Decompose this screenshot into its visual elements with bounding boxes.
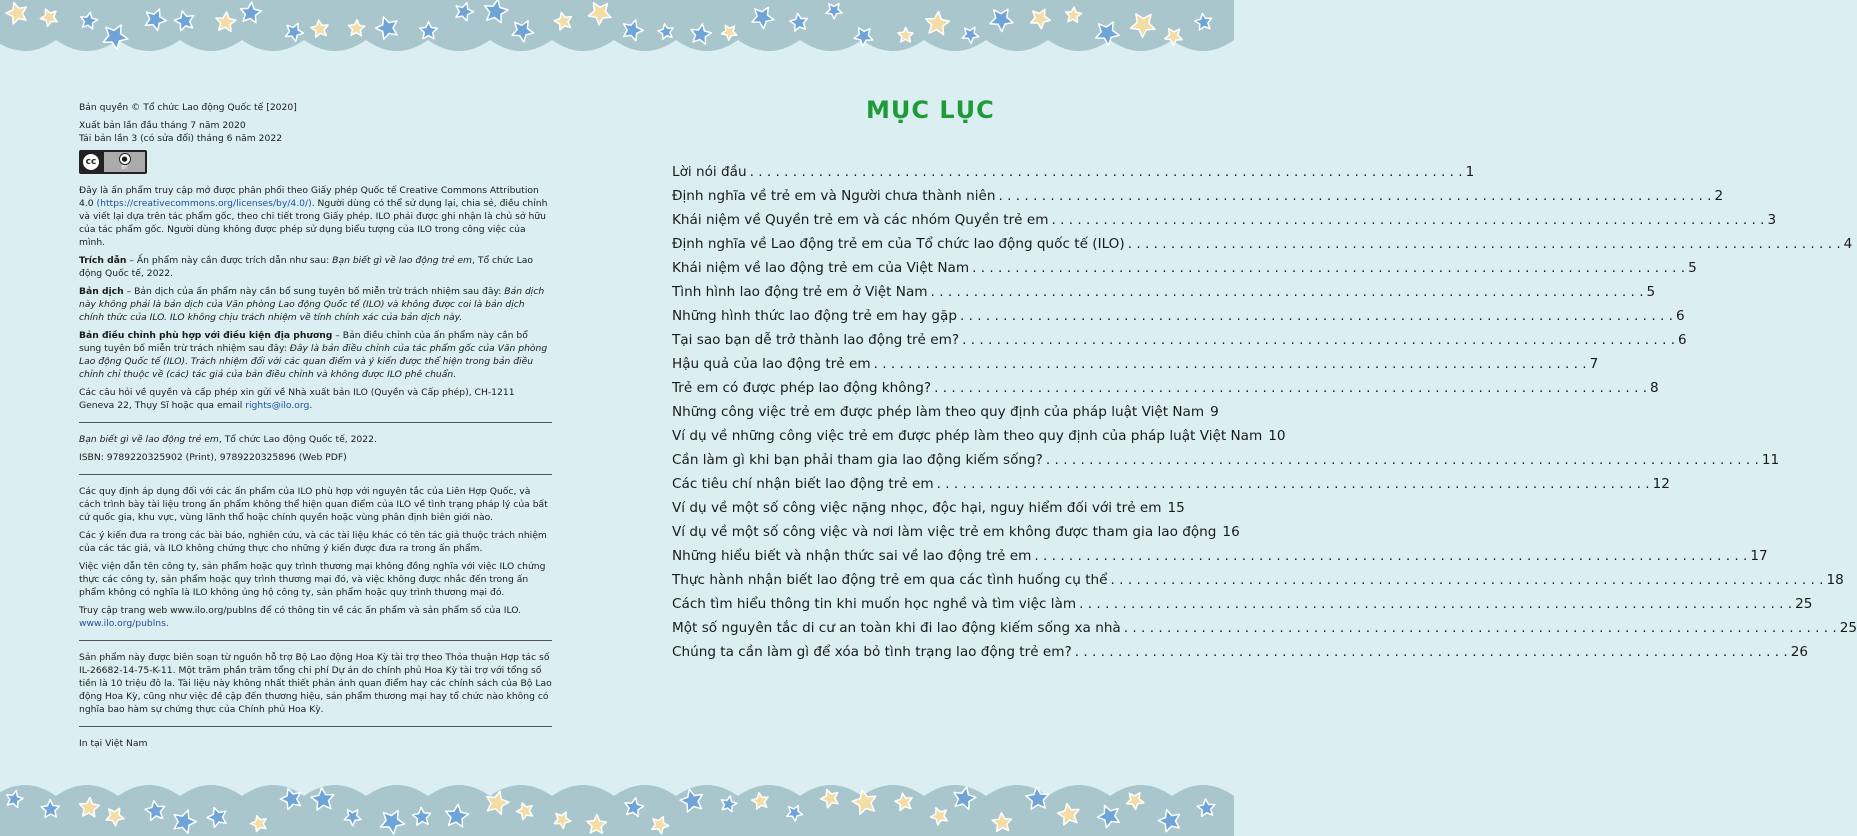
toc-entry-label: Những hình thức lao động trẻ em hay gặp bbox=[672, 308, 957, 324]
cc-icon: cc bbox=[81, 152, 101, 172]
toc-entry-page: 11 bbox=[1761, 452, 1780, 468]
by-icon: ● BY bbox=[104, 152, 145, 172]
toc-entry[interactable] bbox=[672, 620, 1857, 644]
toc-entry[interactable] bbox=[672, 596, 1813, 620]
toc-entry[interactable] bbox=[672, 644, 1809, 668]
toc-entry-label: Cần làm gì khi bạn phải tham gia lao động kiếm sống? bbox=[672, 452, 1043, 468]
toc-entry[interactable] bbox=[672, 164, 1475, 188]
toc-leader-dots bbox=[931, 284, 1644, 300]
rights-paragraph: Các câu hỏi về quyền và cấp phép xin gửi về Nhà xuất bản ILO (Quyền và Cấp phép), CH-1211 Geneva 22, Thụy Sĩ hoặc qua email rights@ilo.org. bbox=[79, 387, 515, 411]
toc-entry-label: Các tiêu chí nhận biết lao động trẻ em bbox=[672, 476, 934, 492]
toc-leader-dots bbox=[999, 188, 1712, 204]
toc-leader-dots bbox=[1046, 452, 1759, 468]
adaptation-paragraph: Bản điều chỉnh phù hợp với điều kiện địa phương – Bản điều chỉnh của ấn phẩm này cần bổ sung tuyên bố miễn trừ trách nhiệm sau đây: Đây là bản điều chỉnh của tác phẩm gốc của Văn phòng Lao động Quốc tế (ILO). Trách nhiệm đối với các quan điểm và ý kiến được thể hiện trong bản điều chỉnh chỉ thuộc về (các) tác giả của bản điều chỉnh và không được ILO phê chuẩn. bbox=[79, 330, 548, 380]
divider bbox=[79, 474, 552, 475]
toc-entry-page: 1 bbox=[1465, 164, 1475, 180]
toc-entry[interactable] bbox=[672, 524, 1240, 548]
toc-leader-dots bbox=[1124, 620, 1837, 636]
toc-entry-label: Hậu quả của lao động trẻ em bbox=[672, 356, 871, 372]
toc-leader-dots bbox=[1079, 596, 1792, 612]
toc-entry-page: 12 bbox=[1652, 476, 1670, 492]
person-icon: ● bbox=[119, 153, 131, 165]
book-citation: Bạn biết gì về lao động trẻ em, Tổ chức Lao động Quốc tế, 2022. bbox=[79, 434, 377, 445]
toc-leader-dots bbox=[1034, 548, 1747, 564]
publns-link[interactable]: www.ilo.org/publns. bbox=[79, 618, 169, 629]
toc-entry-page: 7 bbox=[1589, 356, 1599, 372]
toc-entry[interactable] bbox=[672, 188, 1724, 212]
toc-entry-label: Trẻ em có được phép lao động không? bbox=[672, 380, 932, 396]
toc-entry-page: 4 bbox=[1843, 236, 1853, 252]
left-page bbox=[0, 0, 620, 836]
toc-title: MỤC LỤC bbox=[866, 96, 995, 124]
toc-entry-page: 26 bbox=[1790, 644, 1809, 660]
toc-entry-label: Cách tìm hiểu thông tin khi muốn học nghề và tìm việc làm bbox=[672, 596, 1077, 612]
toc-entry-page: 6 bbox=[1675, 308, 1685, 324]
toc-leader-dots bbox=[934, 380, 1647, 396]
copyright-line: Bản quyền © Tổ chức Lao động Quốc tế [2020] bbox=[79, 102, 297, 113]
toc-leader-dots bbox=[937, 476, 1650, 492]
toc-leader-dots bbox=[1051, 212, 1764, 228]
toc-entry-label: Ví dụ về một số công việc nặng nhọc, độc hại, nguy hiểm đối với trẻ em bbox=[672, 500, 1162, 516]
toc-entry[interactable] bbox=[672, 212, 1777, 236]
toc-leader-dots bbox=[960, 308, 1673, 324]
toc-entry-page: 2 bbox=[1714, 188, 1724, 204]
toc-entry-label: Chúng ta cần làm gì để xóa bỏ tình trạng lao động trẻ em? bbox=[672, 644, 1072, 660]
isbn: ISBN: 9789220325902 (Print), 9789220325896 (Web PDF) bbox=[79, 452, 347, 463]
toc-entry[interactable] bbox=[672, 572, 1844, 596]
toc-entry[interactable] bbox=[672, 404, 1219, 428]
toc-entry-label: Định nghĩa về trẻ em và Người chưa thành niên bbox=[672, 188, 996, 204]
toc-entry-label: Những công việc trẻ em được phép làm theo quy định của pháp luật Việt Nam bbox=[672, 404, 1205, 420]
printed-in: In tại Việt Nam bbox=[79, 738, 148, 749]
toc-entry-page: 6 bbox=[1678, 332, 1687, 348]
toc-entry-label: Một số nguyên tắc di cư an toàn khi đi lao động kiếm sống xa nhà bbox=[672, 620, 1121, 636]
table-of-contents bbox=[672, 164, 1857, 668]
toc-entry[interactable] bbox=[672, 428, 1286, 452]
toc-leader-dots bbox=[962, 332, 1675, 348]
citation-paragraph: Trích dẫn – Ấn phẩm này cần được trích dẫn như sau: Bạn biết gì về lao động trẻ em, Tổ chức Lao động Quốc tế, 2022. bbox=[79, 255, 534, 279]
toc-leader-dots bbox=[1128, 236, 1841, 252]
toc-entry-page: 5 bbox=[1646, 284, 1656, 300]
third-edition: Tái bản lần 3 (có sửa đổi) tháng 6 năm 2022 bbox=[79, 133, 283, 144]
toc-entry-label: Những hiểu biết và nhận thức sai về lao động trẻ em bbox=[672, 548, 1032, 564]
toc-entry-label: Ví dụ về những công việc trẻ em được phép làm theo quy định của pháp luật Việt Nam bbox=[672, 428, 1263, 444]
toc-entry-label: Lời nói đầu bbox=[672, 164, 747, 180]
toc-entry-label: Tình hình lao động trẻ em ở Việt Nam bbox=[672, 284, 928, 300]
toc-entry[interactable] bbox=[672, 332, 1687, 356]
toc-entry-label: Ví dụ về một số công việc và nơi làm việc trẻ em không được tham gia lao động bbox=[672, 524, 1217, 540]
toc-entry[interactable] bbox=[672, 236, 1853, 260]
first-edition: Xuất bản lần đầu tháng 7 năm 2020 bbox=[79, 120, 246, 131]
toc-entry-page: 5 bbox=[1688, 260, 1697, 276]
cc-by-license-icon[interactable] bbox=[79, 150, 147, 174]
toc-entry-page: 18 bbox=[1826, 572, 1844, 588]
toc-leader-dots bbox=[1111, 572, 1824, 588]
toc-entry[interactable] bbox=[672, 548, 1768, 572]
toc-entry-page: 10 bbox=[1268, 428, 1286, 444]
divider bbox=[79, 422, 552, 423]
toc-entry-label: Khái niệm về lao động trẻ em của Việt Nam bbox=[672, 260, 970, 276]
funding-paragraph: Sản phẩm này được biên soạn từ nguồn hỗ trợ Bộ Lao động Hoa Kỳ tài trợ theo Thỏa thuận Hợp tác số IL-26682-14-75-K-11. Một trăm phần trăm tổng chi phí Dự án do chính phủ Hoa Kỳ tài trợ với tổng số tiền là 10 triệu đô la. Tài liệu này không nhất thiết phản ánh quan điểm hay các chính sách của Bộ Lao động Hoa Kỳ, cũng như việc đề cập đến thương hiệu, sản phẩm thương mại hay tổ chức nào không có nghĩa bao hàm sự chứng thực của Chính phủ Hoa Kỳ. bbox=[79, 652, 552, 715]
toc-entry-label: Thực hành nhận biết lao động trẻ em qua các tình huống cụ thể bbox=[672, 572, 1108, 588]
toc-leader-dots bbox=[1075, 644, 1788, 660]
toc-entry-page: 9 bbox=[1210, 404, 1219, 420]
toc-entry-page: 17 bbox=[1750, 548, 1768, 564]
toc-entry[interactable] bbox=[672, 356, 1599, 380]
toc-entry[interactable] bbox=[672, 452, 1780, 476]
opinions-disclaimer: Các ý kiến đưa ra trong các bài báo, nghiên cứu, và các tài liệu khác có tên tác giả thuộc trách nhiệm của các tác giả, và ILO không chứng thực cho những ý kiến được đưa ra trong ấn phẩm. bbox=[79, 530, 547, 554]
website-paragraph: Truy cập trang web www.ilo.org/publns để có thông tin về các ấn phẩm và sản phẩm số của ILO. www.ilo.org/publns. bbox=[79, 605, 522, 629]
toc-entry-label: Khái niệm về Quyền trẻ em và các nhóm Quyền trẻ em bbox=[672, 212, 1049, 228]
toc-entry[interactable] bbox=[672, 476, 1670, 500]
toc-entry-page: 15 bbox=[1167, 500, 1185, 516]
toc-leader-dots bbox=[750, 164, 1463, 180]
copyright-block bbox=[79, 101, 552, 755]
toc-entry[interactable] bbox=[672, 284, 1656, 308]
toc-entry[interactable] bbox=[672, 260, 1697, 284]
toc-leader-dots bbox=[874, 356, 1587, 372]
toc-entry-label: Định nghĩa về Lao động trẻ em của Tổ chức lao động quốc tế (ILO) bbox=[672, 236, 1125, 252]
toc-entry-page: 25 bbox=[1839, 620, 1857, 636]
toc-entry[interactable] bbox=[672, 380, 1659, 404]
toc-entry-page: 3 bbox=[1767, 212, 1777, 228]
translation-paragraph: Bản dịch – Bản dịch của ấn phẩm này cần bổ sung tuyên bố miễn trừ trách nhiệm sau đây: Bản dịch này không phải là bản dịch của Văn phòng Lao động Quốc tế (ILO) và không được coi là bản dịch chính thức của ILO. ILO không chịu trách nhiệm về tính chính xác của bản dịch này. bbox=[79, 286, 545, 323]
license-link[interactable]: (https://creativecommons.org/licenses/by/4.0/) bbox=[96, 198, 312, 209]
companies-disclaimer: Việc viện dẫn tên công ty, sản phẩm hoặc quy trình thương mại không đồng nghĩa với việc ILO chứng thực các công ty, sản phẩm hoặc quy trình thương mại đó, và việc không được nhắc đến trong ấn phẩm không có nghĩa là ILO không ủng hộ công ty, sản phẩm hoặc quy trình thương mại đó. bbox=[79, 561, 546, 598]
toc-entry-page: 16 bbox=[1222, 524, 1240, 540]
toc-entry[interactable] bbox=[672, 500, 1185, 524]
toc-entry-page: 25 bbox=[1795, 596, 1813, 612]
rights-email-link[interactable]: rights@ilo.org bbox=[245, 400, 310, 411]
divider bbox=[79, 640, 552, 641]
divider bbox=[79, 726, 552, 727]
toc-entry[interactable] bbox=[672, 308, 1685, 332]
toc-leader-dots bbox=[972, 260, 1685, 276]
toc-entry-page: 8 bbox=[1650, 380, 1659, 396]
toc-entry-label: Tại sao bạn dễ trở thành lao động trẻ em? bbox=[672, 332, 960, 348]
un-disclaimer: Các quy định áp dụng đối với các ấn phẩm của ILO phù hợp với nguyên tắc của Liên Hợp Quốc, và cách trình bày tài liệu trong ấn phẩm không thể hiện quan điểm của ILO về tình trạng pháp lý của bất cứ quốc gia, khu vực, vùng lãnh thổ hoặc chính quyền hoặc vùng phân định biên giới nào. bbox=[79, 486, 548, 523]
license-paragraph: Đây là ấn phẩm truy cập mở được phân phối theo Giấy phép Quốc tế Creative Commons Attribution 4.0 (https://creativecommons.org/licenses/by/4.0/). Người dùng có thể sử dụng lại, chia sẻ, điều chỉnh và viết lại dựa trên tác phẩm gốc, theo chi tiết trong Giấy phép. ILO phải được ghi nhận là chủ sở hữu của tác phẩm gốc. Người dùng không được phép sử dụng biểu tượng của ILO trong công việc của mình. bbox=[79, 185, 548, 248]
